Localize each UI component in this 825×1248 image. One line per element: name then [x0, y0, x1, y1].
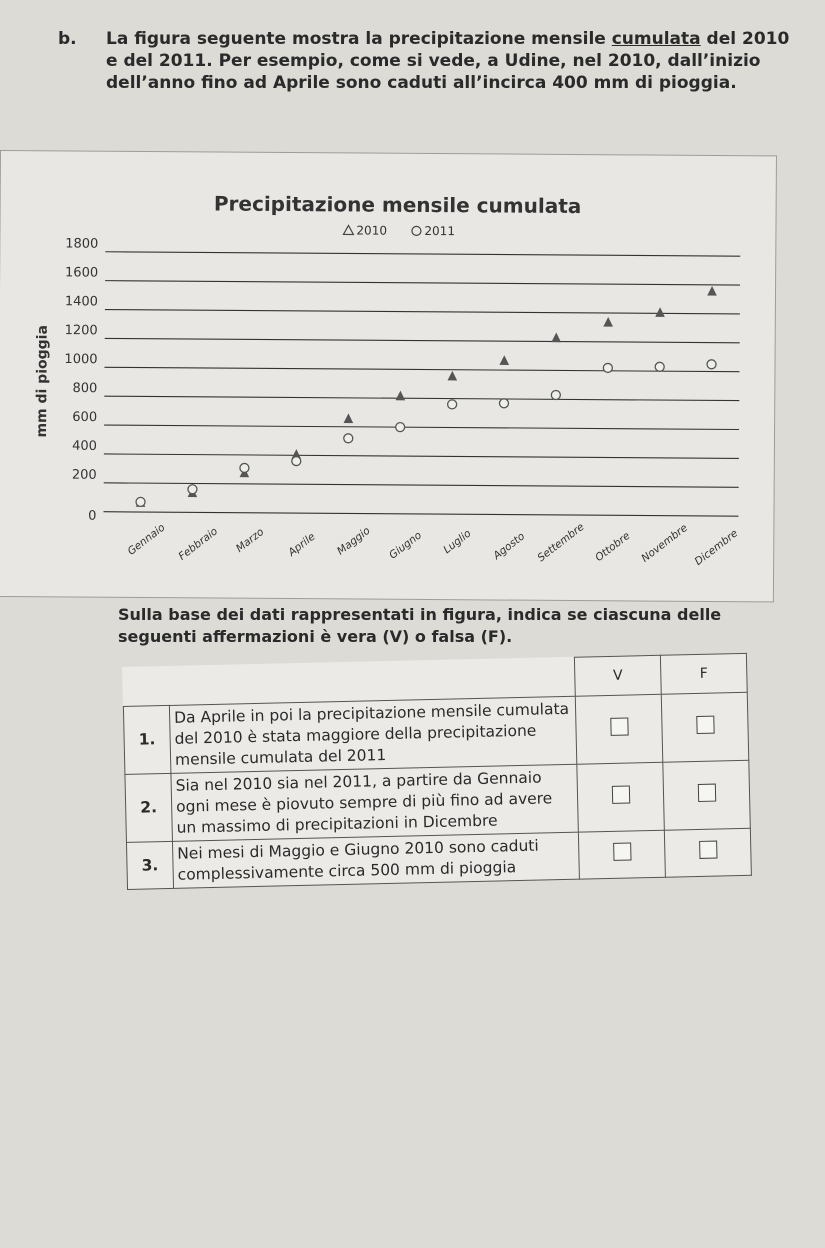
point-2011-novembre	[655, 362, 664, 371]
y-tick-label-800: 800	[72, 380, 98, 397]
gridline-400	[104, 454, 739, 458]
point-2011-aprile	[292, 457, 301, 466]
intro-text-part2: del 2010 e del 2011. Per esempio, come si vede, a Udine, nel 2010, dall’inizio dell’anno fino ad Aprile sono caduti all’incirca 400 mm di pioggia.	[106, 29, 790, 93]
row-2-v-cell	[577, 762, 664, 832]
statement-text: Nei mesi di Maggio e Giugno 2010 sono caduti complessivamente circa 500 mm di pioggia	[172, 832, 579, 888]
y-tick-label-400: 400	[72, 438, 97, 454]
point-2010-ottobre	[604, 318, 612, 326]
point-2010-luglio	[448, 372, 456, 380]
row-2-f-checkbox[interactable]	[697, 783, 715, 801]
x-tick-label-settembre: Settembre	[535, 520, 587, 565]
legend-label-2011: 2011	[424, 223, 456, 239]
gridline-800	[104, 396, 739, 400]
intro-text-part1: La figura seguente mostra la precipitazione mensile	[106, 29, 612, 49]
gridline-1400	[105, 310, 740, 314]
x-tick-label-marzo: Marzo	[233, 525, 267, 555]
y-tick-label-1400: 1400	[64, 294, 98, 310]
y-tick-label-0: 0	[88, 508, 97, 524]
x-tick-label-gennaio: Gennaio	[125, 521, 168, 558]
row-3-f-checkbox[interactable]	[699, 841, 717, 859]
exercise-letter: b.	[58, 29, 77, 49]
point-2010-settembre	[552, 334, 560, 342]
row-2-v-checkbox[interactable]	[611, 785, 629, 803]
statement-text: Da Aprile in poi la precipitazione mensile cumulata del 2010 è stata maggiore della precipitazione mensile cumulata del 2011	[169, 696, 577, 773]
gridline-1800	[105, 252, 740, 256]
x-tick-label-febbraio: Febbraio	[176, 525, 221, 563]
header-f: F	[660, 653, 747, 694]
chart-title: Precipitazione mensile cumulata	[213, 191, 582, 219]
row-number: 2.	[125, 773, 172, 842]
gridline-1000	[104, 367, 739, 371]
point-2011-ottobre	[603, 363, 612, 372]
y-axis-label: mm di pioggia	[33, 325, 51, 438]
y-tick-label-200: 200	[71, 467, 97, 483]
gridline-1200	[105, 338, 740, 342]
y-tick-label-1200: 1200	[64, 323, 98, 339]
row-1-f-cell	[661, 692, 749, 762]
gridline-600	[104, 425, 739, 429]
row-number: 3.	[126, 841, 173, 889]
point-2011-settembre	[551, 390, 560, 399]
chart-container	[0, 150, 777, 602]
point-2011-dicembre	[707, 360, 716, 369]
row-3-v-cell	[578, 830, 665, 879]
y-tick-label-600: 600	[72, 409, 98, 426]
x-tick-label-maggio: Maggio	[334, 524, 373, 558]
point-2010-agosto	[500, 356, 508, 364]
gridline-1600	[105, 281, 740, 285]
legend-marker-2010	[343, 225, 353, 234]
x-tick-label-agosto: Agosto	[491, 530, 528, 563]
precipitation-chart	[0, 151, 776, 601]
point-2011-luglio	[448, 400, 457, 409]
row-1-v-cell	[575, 694, 662, 764]
row-number: 1.	[123, 705, 170, 774]
point-2011-giugno	[396, 423, 405, 432]
legend-marker-2011	[412, 226, 421, 235]
gridline-0	[103, 512, 738, 516]
row-3-f-cell	[664, 828, 751, 877]
exercise-intro	[58, 28, 798, 94]
point-2010-maggio	[344, 415, 352, 423]
header-v: V	[574, 655, 661, 696]
row-1-v-checkbox[interactable]	[610, 717, 628, 735]
point-2011-maggio	[344, 434, 353, 443]
x-tick-label-dicembre: Dicembre	[692, 527, 741, 568]
point-2010-dicembre	[708, 287, 716, 295]
y-tick-label-1000: 1000	[64, 352, 98, 368]
legend-label-2010: 2010	[356, 223, 388, 238]
point-2011-marzo	[240, 463, 249, 472]
intro-text	[106, 28, 798, 94]
row-1-f-checkbox[interactable]	[696, 715, 714, 733]
y-tick-label-1600: 1600	[64, 265, 99, 281]
question-text: Sulla base dei dati rappresentati in figura, indica se ciascuna delle seguenti affermazioni è vera (V) o falsa (F).	[118, 605, 722, 646]
point-2011-gennaio	[136, 497, 145, 506]
x-tick-label-aprile: Aprile	[286, 530, 318, 559]
statement-text: Sia nel 2010 sia nel 2011, a partire da Gennaio ogni mese è piovuto sempre di più fino ad avere un massimo di precipitazioni in Dicembre	[171, 764, 579, 841]
row-2-f-cell	[663, 760, 751, 830]
intro-text-underlined: cumulata	[611, 29, 701, 49]
x-tick-label-novembre: Novembre	[639, 521, 690, 565]
point-2010-giugno	[396, 392, 404, 400]
point-2011-agosto	[499, 399, 508, 408]
point-2010-novembre	[656, 308, 664, 316]
true-false-table	[122, 653, 752, 890]
point-2011-febbraio	[188, 485, 197, 494]
x-tick-label-giugno: Giugno	[386, 529, 424, 562]
row-3-v-checkbox[interactable]	[613, 843, 631, 861]
x-tick-label-luglio: Luglio	[441, 527, 474, 557]
y-tick-label-1800: 1800	[65, 236, 99, 252]
gridline-200	[104, 483, 739, 487]
x-tick-label-ottobre: Ottobre	[593, 529, 633, 564]
